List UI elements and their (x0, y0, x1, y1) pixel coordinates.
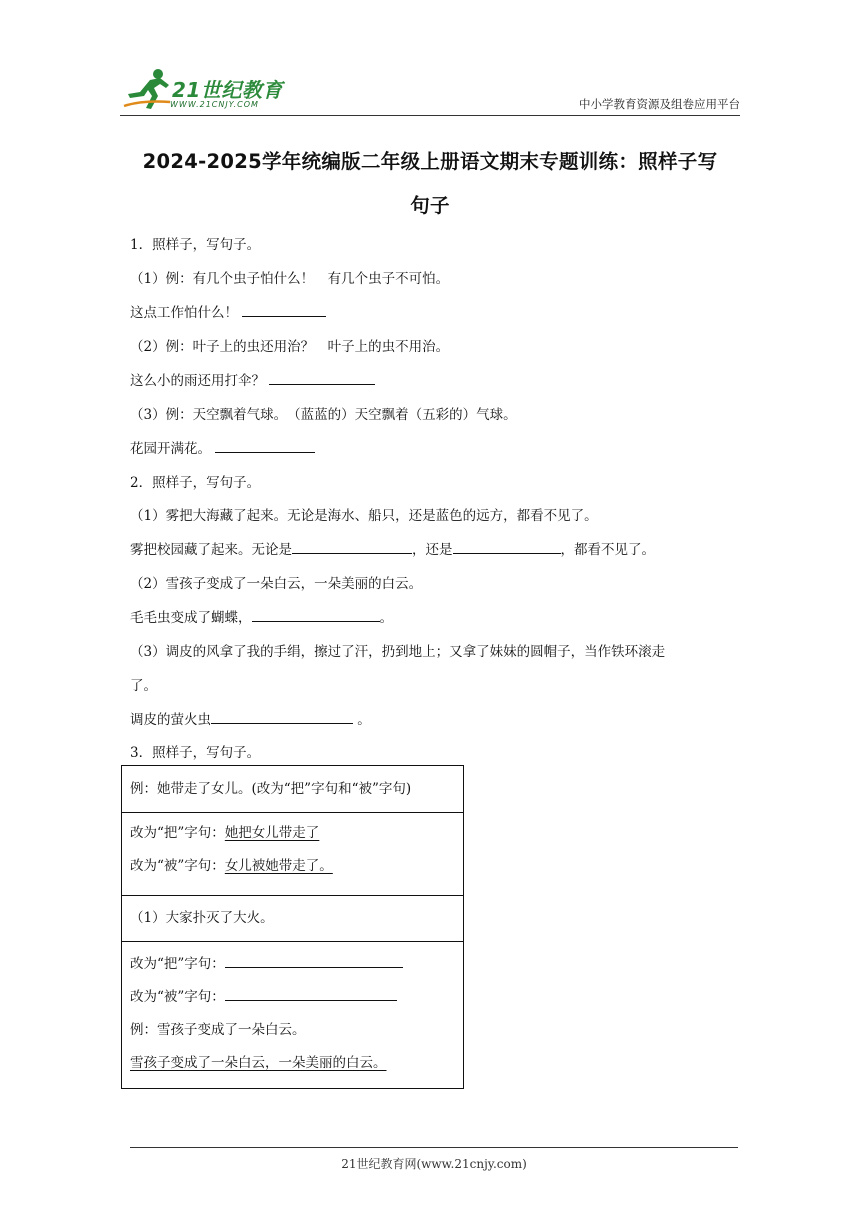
q3-bei-answer: 女儿被她带走了。 (224, 858, 333, 874)
q1-item2-example: （2）例：叶子上的虫还用治？ 叶子上的虫不用治。 (130, 339, 450, 355)
q1-item1-prompt: 这点工作怕什么！ (130, 305, 238, 321)
answer-blank[interactable] (453, 539, 561, 554)
q1-heading: 1．照样子，写句子。 (130, 237, 261, 253)
q2-item1-prompt-a: 雾把校园藏了起来。无论是 (130, 542, 292, 558)
q2-item3-example-line2: 了。 (130, 678, 157, 694)
q2-item2-prompt: 毛毛虫变成了蝴蝶， (130, 610, 252, 626)
q2-item3-prompt-row (130, 708, 371, 728)
footer-text: 21世纪教育网(www.21cnjy.com) (341, 1157, 527, 1171)
q3-example2: 例：雪孩子变成了一朵白云。 (130, 1022, 306, 1038)
q3-bei-label: 改为“被”字句： (130, 858, 225, 874)
q2-item1-prompt-row (130, 538, 655, 558)
footer-divider (130, 1147, 738, 1148)
q1-item3-prompt: 花园开满花。 (130, 441, 211, 457)
q3-table (121, 765, 464, 1089)
q3-item1-cell (122, 896, 463, 942)
answer-blank[interactable] (292, 539, 412, 554)
runner-logo-icon (120, 66, 176, 112)
header-divider (120, 115, 740, 116)
answer-blank[interactable] (242, 302, 326, 317)
q2-item1-example: （1）雾把大海藏了起来。无论是海水、船只，还是蓝色的远方，都看不见了。 (130, 508, 598, 524)
answer-blank[interactable] (225, 953, 403, 968)
q2-item1-prompt-b: ，还是 (412, 542, 453, 558)
logo (120, 66, 290, 112)
header-platform-text: 中小学教育资源及组卷应用平台 (579, 97, 740, 111)
answer-blank[interactable] (211, 709, 353, 724)
q3-ba-row (130, 817, 455, 850)
q1-item3-prompt-row (130, 437, 315, 457)
q1-item1-example: （1）例：有几个虫子怕什么！ 有几个虫子不可怕。 (130, 271, 450, 287)
answer-blank[interactable] (225, 986, 397, 1001)
answer-blank[interactable] (269, 370, 375, 385)
q3-bei-row (130, 850, 455, 883)
q3-heading: 3．照样子，写句子。 (130, 745, 261, 761)
logo-url: WWW.21CNJY.COM (170, 100, 259, 109)
q3-example2-answer: 雪孩子变成了一朵白云，一朵美丽的白云。 (130, 1055, 387, 1071)
q2-item3-prompt: 调皮的萤火虫 (130, 712, 211, 728)
q2-item3-end: 。 (357, 712, 371, 728)
q3-example: 例：她带走了女儿。(改为“把”字句和“被”字句) (130, 781, 412, 797)
answer-blank[interactable] (252, 607, 380, 622)
q3-item1: （1）大家扑灭了大火。 (130, 910, 274, 926)
q3-example2-answer-row (130, 1047, 455, 1080)
q3-example-cell (122, 766, 463, 813)
q2-item2-prompt-row (130, 606, 393, 626)
q3-ba-label: 改为“把”字句： (130, 825, 225, 841)
q2-item2-example: （2）雪孩子变成了一朵白云，一朵美丽的白云。 (130, 576, 423, 592)
q3-ba-label-2: 改为“把”字句： (130, 956, 225, 972)
q3-example-answers-cell (122, 813, 463, 896)
q2-item1-prompt-c: ，都看不见了。 (560, 542, 655, 558)
q3-bei-row-2 (130, 981, 455, 1014)
q2-heading: 2．照样子，写句子。 (130, 475, 261, 491)
q1-item1-prompt-row (130, 301, 326, 321)
logo-text: 21世纪教育 (172, 78, 283, 102)
q3-item1-answers-cell (122, 942, 463, 1088)
q3-ba-row-2 (130, 948, 455, 981)
q2-item2-end: 。 (379, 610, 393, 626)
page-title: 2024-2025学年统编版二年级上册语文期末专题训练：照样子写 (142, 150, 718, 173)
q1-item3-example: （3）例：天空飘着气球。 （蓝蓝的）天空飘着（五彩的）气球。 (130, 407, 517, 423)
q1-item2-prompt-row (130, 369, 375, 389)
q3-ba-answer: 她把女儿带走了 (224, 825, 320, 841)
page-header (120, 66, 740, 118)
q2-item3-example-line1: （3）调皮的风拿了我的手绢，擦过了汗，扔到地上；又拿了妹妹的圆帽子，当作铁环滚走 (130, 644, 666, 660)
q1-item2-prompt: 这么小的雨还用打伞？ (130, 373, 265, 389)
answer-blank[interactable] (215, 438, 315, 453)
q3-bei-label-2: 改为“被”字句： (130, 989, 225, 1005)
page-title-line2: 句子 (410, 194, 450, 217)
